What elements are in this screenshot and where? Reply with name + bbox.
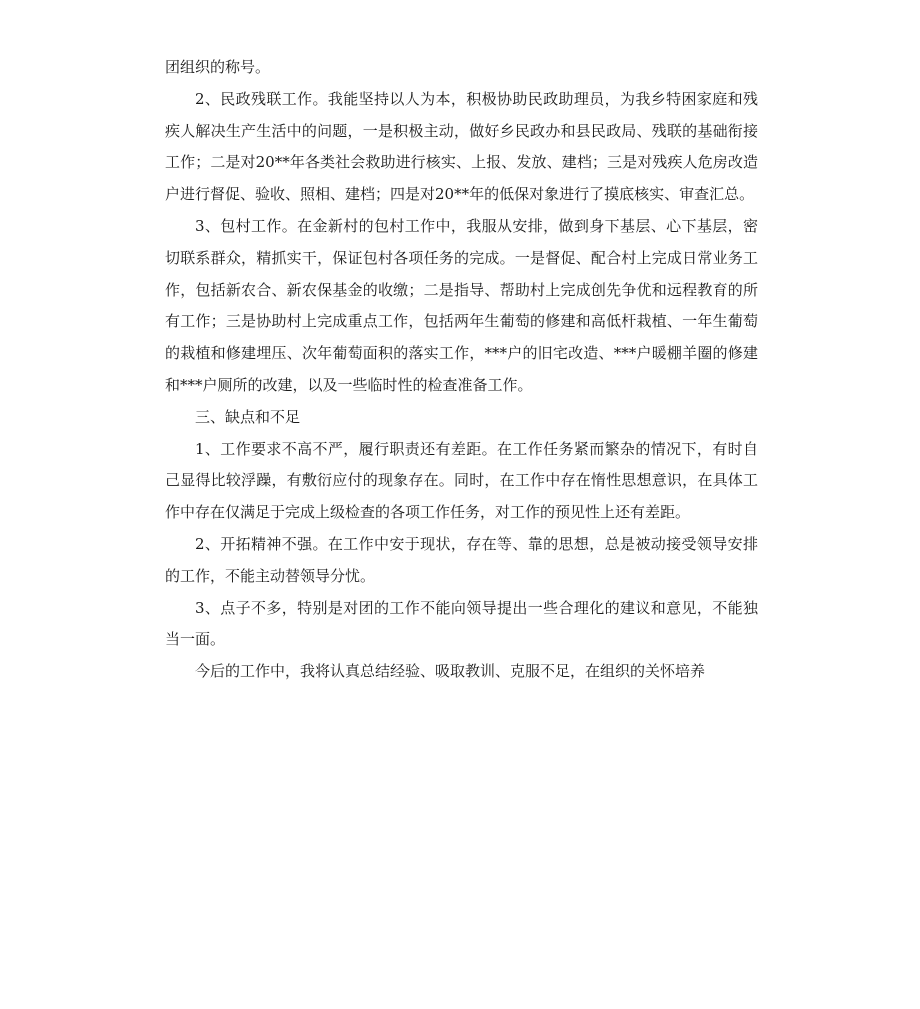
paragraph-shortcoming-2: 2、开拓精神不强。在工作中安于现状，存在等、靠的思想，总是被动接受领导安排的工作，不能主动替领导分忧。 [165, 534, 758, 585]
paragraph-shortcoming-3: 3、点子不多，特别是对团的工作不能向领导提出一些合理化的建议和意见，不能独当一面。 [165, 598, 758, 649]
paragraph-future-work: 今后的工作中，我将认真总结经验、吸取教训、克服不足，在组织的关怀培养 [195, 662, 706, 681]
paragraph-shortcoming-1: 1、工作要求不高不严，履行职责还有差距。在工作任务紧而繁杂的情况下，有时自己显得比较浮躁，有敷衍应付的现象存在。同时，在工作中存在惰性思想意识，在具体工作中存在仅满足于完成上级检查的各项工作任务，对工作的预见性上还有差距。 [165, 439, 758, 522]
paragraph-village-work: 3、包村工作。在金新村的包村工作中，我服从安排，做到身下基层、心下基层，密切联系群众，精抓实干，保证包村各项任务的完成。一是督促、配合村上完成日常业务工作，包括新农合、新农保基金的收缴；二是指导、帮助村上完成创先争优和远程教育的所有工作；三是协助村上完成重点工作，包括两年生葡萄的修建和高低杆栽植、一年生葡萄的栽植和修建埋压、次年葡萄面积的落实工作，***户的旧宅改造、***户暖棚羊圈的修建和***户厕所的改建，以及一些临时性的检查准备工作。 [165, 216, 758, 394]
paragraph-civil-affairs: 2、民政残联工作。我能坚持以人为本，积极协助民政助理员，为我乡特困家庭和残疾人解决生产生活中的问题，一是积极主动，做好乡民政办和县民政局、残联的基础衔接工作；二是对20**年各类社会救助进行核实、上报、发放、建档；三是对残疾人危房改造户进行督促、验收、照相、建档；四是对20**年的低保对象进行了摸底核实、审查汇总。 [165, 89, 758, 204]
section-heading-shortcomings: 三、缺点和不足 [195, 407, 301, 426]
paragraph-continuation: 团组织的称号。 [165, 58, 271, 76]
document-body [165, 52, 758, 688]
